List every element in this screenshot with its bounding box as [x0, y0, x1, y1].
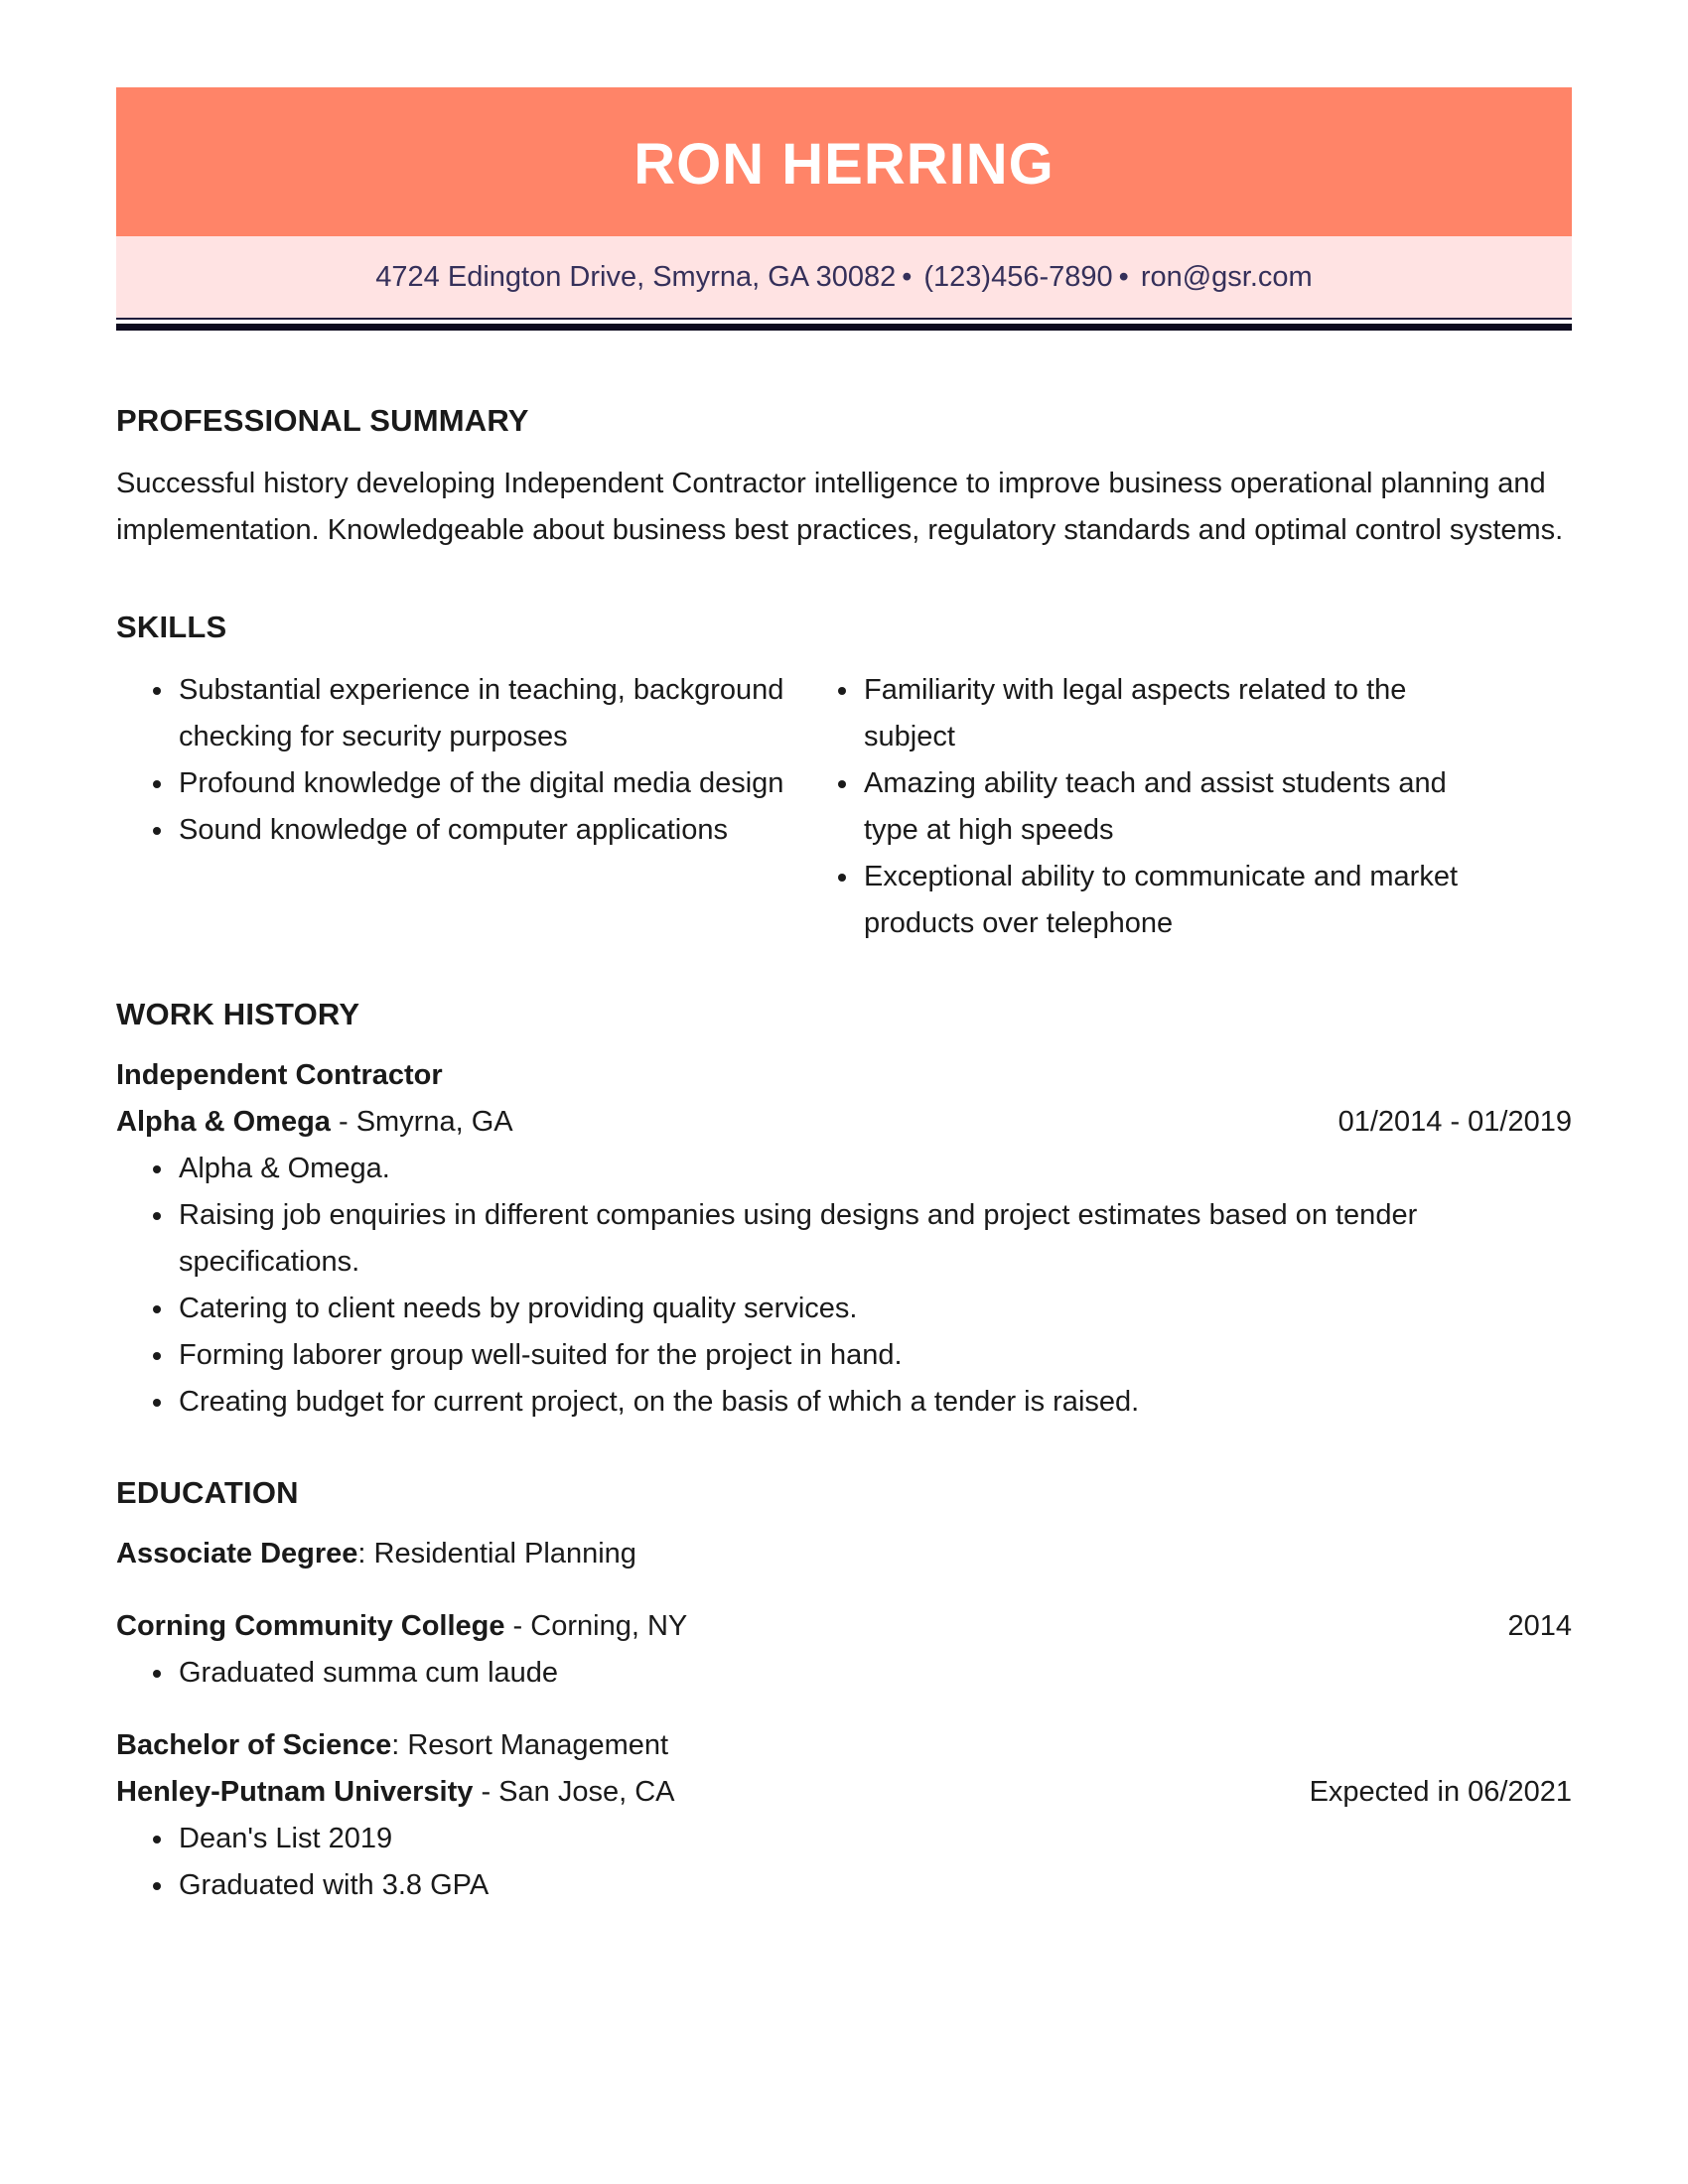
degree-line — [116, 1722, 1572, 1769]
skill-item: Amazing ability teach and assist students and type at high speeds — [864, 760, 1489, 854]
degree-name: Associate Degree — [116, 1538, 358, 1570]
skills-grid — [116, 667, 1572, 947]
phone: (123)456-7890 — [923, 260, 1113, 293]
skill-item: Familiarity with legal aspects related to the subject — [864, 667, 1489, 760]
school-row — [116, 1603, 1572, 1650]
separator: • — [902, 260, 913, 293]
job-dates: 01/2014 - 01/2019 — [1337, 1106, 1572, 1138]
job-bullet: Alpha & Omega. — [179, 1146, 1572, 1192]
degree-field: : Residential Planning — [357, 1538, 636, 1570]
skills-column-left — [116, 667, 844, 947]
name-banner — [116, 87, 1572, 236]
skill-item: Exceptional ability to communicate and market products over telephone — [864, 854, 1489, 947]
section-title-summary: PROFESSIONAL SUMMARY — [116, 403, 529, 438]
resume-page — [116, 87, 1572, 1909]
degree-field: : Resort Management — [391, 1729, 669, 1761]
skill-item: Sound knowledge of computer applications — [179, 807, 834, 854]
job-bullets — [116, 1146, 1572, 1426]
skill-item: Substantial experience in teaching, background checking for security purposes — [179, 667, 834, 760]
email: ron@gsr.com — [1140, 260, 1313, 293]
job-bullet: Creating budget for current project, on the basis of which a tender is raised. — [179, 1379, 1572, 1426]
school-location: - Corning, NY — [504, 1610, 688, 1642]
company-location: - Smyrna, GA — [330, 1106, 513, 1138]
education-bullets — [116, 1816, 1572, 1909]
job-bullet: Catering to client needs by providing quality services. — [179, 1286, 1572, 1332]
skills-column-right — [844, 667, 1572, 947]
school-name: Henley-Putnam University — [116, 1776, 474, 1808]
job-title: Independent Contractor — [116, 1059, 443, 1091]
education-bullet: Graduated summa cum laude — [179, 1650, 1572, 1697]
job-company-row — [116, 1099, 1572, 1146]
company-name: Alpha & Omega — [116, 1106, 331, 1138]
section-title-skills: SKILLS — [116, 610, 227, 644]
address: 4724 Edington Drive, Smyrna, GA 30082 — [375, 260, 897, 293]
school-date: Expected in 06/2021 — [1309, 1776, 1572, 1808]
separator: • — [1118, 260, 1129, 293]
school-date: 2014 — [1507, 1610, 1572, 1642]
job-bullet: Raising job enquiries in different companies using designs and project estimates based on tender specifications. — [179, 1192, 1569, 1286]
summary-text: Successful history developing Independent Contractor intelligence to improve business operational planning and implementation. Knowledgeable about business best practices, regulatory standards and optimal control systems. — [116, 468, 1564, 546]
school-row — [116, 1769, 1572, 1816]
section-title-work: WORK HISTORY — [116, 997, 360, 1031]
section-title-education: EDUCATION — [116, 1475, 299, 1510]
school-name: Corning Community College — [116, 1610, 505, 1642]
candidate-name: RON HERRING — [633, 131, 1055, 197]
job-bullet: Forming laborer group well-suited for the project in hand. — [179, 1332, 1572, 1379]
degree-line — [116, 1531, 1572, 1577]
education-bullet: Graduated with 3.8 GPA — [179, 1862, 1572, 1909]
education-bullets — [116, 1650, 1572, 1697]
school-location: - San Jose, CA — [473, 1776, 675, 1808]
skill-item: Profound knowledge of the digital media design — [179, 760, 834, 807]
contact-bar — [116, 236, 1572, 318]
degree-name: Bachelor of Science — [116, 1729, 392, 1761]
education-bullet: Dean's List 2019 — [179, 1816, 1572, 1862]
header-divider-thick — [116, 324, 1572, 331]
